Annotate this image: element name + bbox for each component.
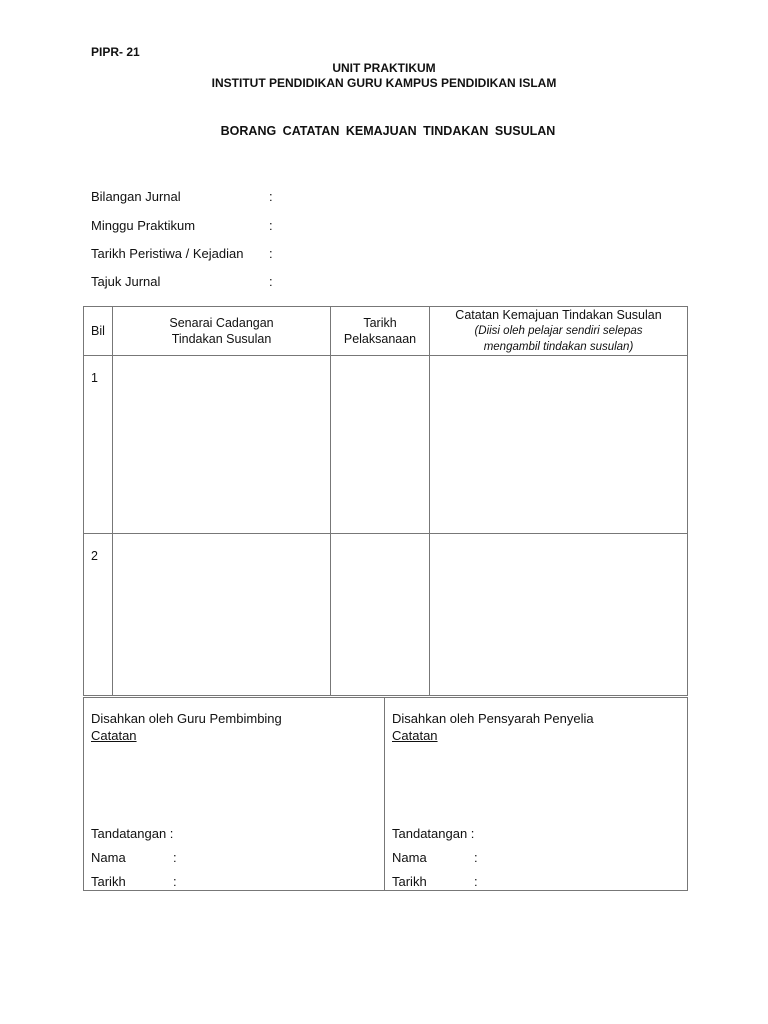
header-senarai [113,307,331,356]
header-tarikh-line1: Tarikh [363,316,397,330]
header-catatan-note-line2: mengambil tindakan susulan) [483,341,634,353]
info-colon: : [269,246,273,261]
row-number: 1 [84,356,113,534]
header-tarikh-line2: Pelaksanaan [343,332,417,346]
header-bil: Bil [84,307,113,356]
table-header-row [84,307,688,356]
signoff-nama-row [91,850,177,865]
info-label: Minggu Praktikum [91,218,196,233]
cell-catatan[interactable] [430,356,688,534]
info-label: Tarikh Peristiwa / Kejadian [91,246,244,261]
header-senarai-line1: Senarai Cadangan [169,316,274,330]
info-colon: : [269,274,273,289]
signoff-tarikh-row [392,874,478,889]
progress-table [83,306,688,696]
header-senarai-line2: Tindakan Susulan [171,332,272,346]
signoff-tarikh-row [91,874,177,889]
cell-tarikh[interactable] [331,534,430,696]
header-catatan [430,307,688,356]
header-catatan-note-line1: (Diisi oleh pelajar sendiri selepas [474,325,643,337]
info-colon: : [269,189,273,204]
cell-tarikh[interactable] [331,356,430,534]
cell-senarai[interactable] [113,356,331,534]
signoff-colon: : [173,850,177,865]
row-number: 2 [84,534,113,696]
form-title: BORANG CATATAN KEMAJUAN TINDAKAN SUSULAN [220,124,556,138]
signoff-pensyarah-penyelia [385,698,688,891]
header-catatan-title: Catatan Kemajuan Tindakan Susulan [455,308,662,322]
signoff-nama-label: Nama [91,850,126,865]
header-tarikh [331,307,430,356]
signoff-title: Disahkan oleh Pensyarah Penyelia [392,711,594,726]
signoff-guru-pembimbing [84,698,385,891]
cell-catatan[interactable] [430,534,688,696]
info-label: Bilangan Jurnal [91,189,181,204]
header-institute: INSTITUT PENDIDIKAN GURU KAMPUS PENDIDIKAN ISLAM [211,76,557,90]
signoff-nama-row [392,850,478,865]
signoff-catatan: Catatan [392,728,438,743]
cell-senarai[interactable] [113,534,331,696]
signoff-colon: : [474,850,478,865]
table-row [84,356,688,534]
signoff-tarikh-label: Tarikh [91,874,126,889]
signoff-title: Disahkan oleh Guru Pembimbing [91,711,282,726]
signoff-nama-label: Nama [392,850,427,865]
table-row [84,534,688,696]
signoff-colon: : [173,874,177,889]
signoff-tandatangan: Tandatangan : [392,826,475,841]
form-code: PIPR- 21 [91,45,140,59]
signoff-catatan: Catatan [91,728,137,743]
signoff-tarikh-label: Tarikh [392,874,427,889]
signoff-table [83,697,688,891]
signoff-tandatangan: Tandatangan : [91,826,174,841]
info-label: Tajuk Jurnal [91,274,161,289]
header-unit: UNIT PRAKTIKUM [332,61,436,75]
signoff-colon: : [474,874,478,889]
info-colon: : [269,218,273,233]
